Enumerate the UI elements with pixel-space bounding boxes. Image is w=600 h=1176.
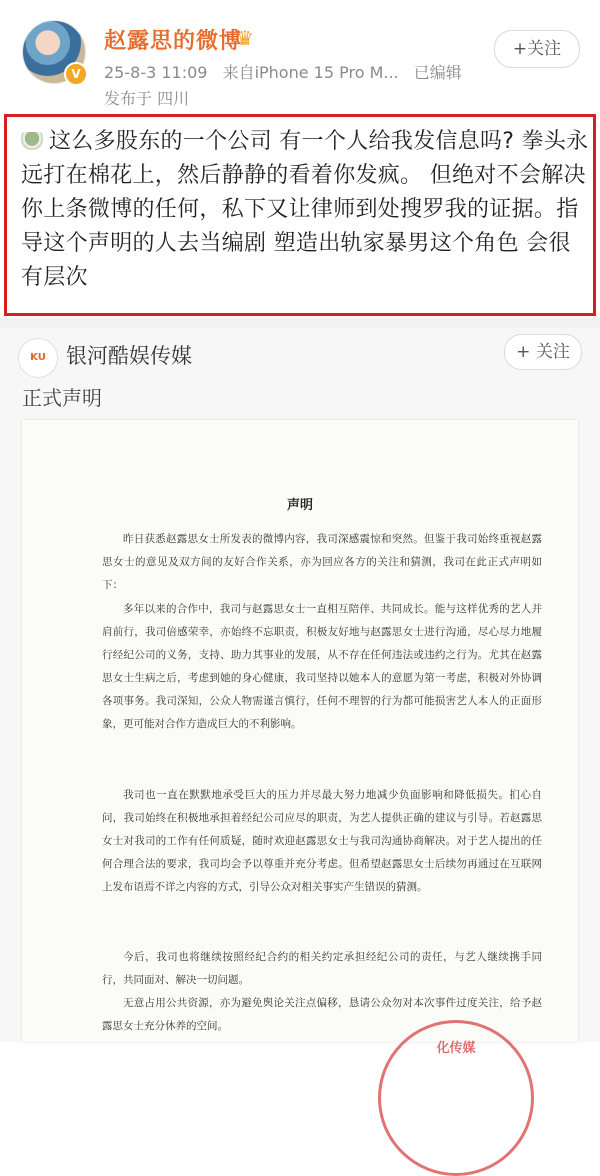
crown-icon: ♛ [236, 26, 254, 50]
post-source: 来自iPhone 15 Pro M... [222, 63, 399, 82]
follow-button[interactable]: +关注 [494, 30, 580, 68]
post-time: 25-8-3 11:09 [104, 63, 208, 82]
document-paragraph-4: 今后，我司也将继续按照经纪合约的相关约定承担经纪公司的责任，与艺人继续携手同行，共同面对、解决一切问题。 [102, 951, 542, 986]
document-paragraph-5: 无意占用公共资源，亦为避免舆论关注点偏移，恳请公众勿对本次事件过度关注，给予赵露思女士充分休养的空间。 [102, 997, 542, 1032]
post-location: 发布于 四川 [104, 89, 190, 108]
repost-author-name[interactable]: 银河酷娱传媒 [66, 344, 192, 368]
document-heading: 声明 [286, 498, 313, 513]
post-meta [104, 60, 472, 83]
highlighted-post-content [4, 114, 596, 316]
repost-title: 正式声明 [22, 386, 102, 410]
edited-label[interactable]: 已编辑 [413, 63, 462, 82]
divider [0, 318, 600, 328]
verified-badge-icon: V [64, 62, 88, 86]
post-text: 这么多股东的一个公司 有一个人给我发信息吗? 拳头永远打在棉花上，然后静静的看着你发疯。 但绝对不会解决你上条微博的任何，私下又让律师到处搜罗我的证据。指导这个声明的人去当编剧 塑造出轨家暴男这个角色 会很有层次 [21, 129, 589, 290]
reposted-card[interactable] [0, 328, 600, 1056]
post-author-name[interactable]: 赵露思的微博 [104, 29, 243, 54]
post-header [0, 0, 600, 112]
statement-document-image[interactable] [22, 420, 578, 1056]
seal-text: 化传媒 [436, 1041, 476, 1056]
document-paragraph-3: 我司也一直在默默地承受巨大的压力并尽最大努力地减少负面影响和降低损失。扪心自问，我司始终在积极地承担着经纪公司应尽的职责，为艺人提供正确的建议与引导。若赵露思女士对我司的工作有任何质疑，随时欢迎赵露思女士与我司沟通协商解决。对于艺人提出的任何合理合法的要求，我司均会予以尊重并充分考虑。但希望赵露思女士后续勿再通过在互联网上发布语焉不详之内容的方式，引导公众对相关事实产生错误的猜测。 [102, 789, 542, 893]
document-paragraph-1: 昨日获悉赵露思女士所发表的微博内容，我司深感震惊和突然。但鉴于我司始终重视赵露思女士的意见及双方间的友好合作关系，亦为回应各方的关注和猜测，我司在此正式声明如下： [102, 533, 542, 591]
tea-cup-emoji-icon [21, 132, 43, 150]
post-text-block [21, 125, 591, 295]
follow-button-repost[interactable]: + 关注 [504, 334, 582, 370]
company-logo[interactable]: KU [18, 338, 58, 378]
company-seal-stamp [378, 1020, 534, 1176]
document-paragraph-2: 多年以来的合作中，我司与赵露思女士一直相互陪伴、共同成长。能与这样优秀的艺人并肩前行，我司倍感荣幸，亦始终不忘职责，积极友好地与赵露思女士进行沟通，尽心尽力地履行经纪公司的义务，支持、助力其事业的发展，从不存在任何违法或违约之行为。尤其在赵露思女士生病之后，考虑到她的身心健康，我司坚持以她本人的意愿为第一考虑，积极对外协调各项事务。我司深知，公众人物需谨言慎行，任何不理智的行为都可能损害艺人本人的正面形象，更可能对合作方造成巨大的不利影响。 [102, 603, 542, 730]
